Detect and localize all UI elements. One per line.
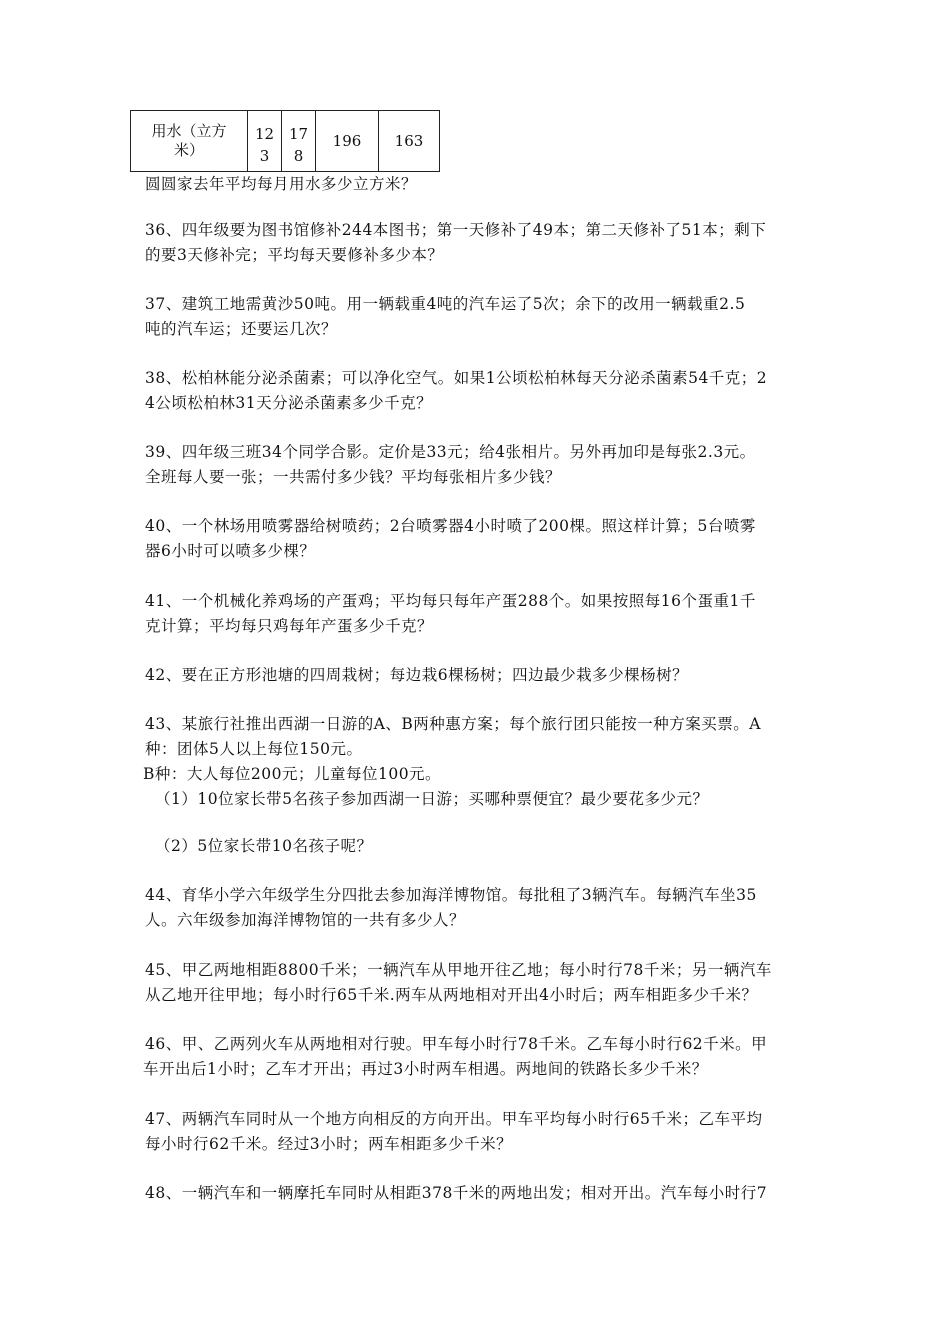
problem-44-line1: 44、育华小学六年级学生分四批去参加海洋博物馆。每批租了3辆汽车。每辆汽车坐35: [145, 886, 757, 904]
cell-text-line1: 17: [288, 125, 309, 143]
table-cell: [282, 111, 316, 172]
problem-44-line2: 人。六年级参加海洋博物馆的一共有多少人？: [145, 911, 466, 929]
problem-40-line2: 器6小时可以喷多少棵？: [145, 542, 316, 560]
problem-39-line1: 39、四年级三班34个同学合影。定价是33元；给4张相片。另外再加印是每张2.3元。: [145, 443, 756, 461]
problem-41-line1: 41、一个机械化养鸡场的产蛋鸡；平均每只每年产蛋288个。如果按照每16个蛋重1千: [145, 592, 756, 610]
problem-36-line2: 的要3天修补完；平均每天要修补多少本？: [145, 246, 444, 264]
problem-46-line1: 46、甲、乙两列火车从两地相对行驶。甲车每小时行78千米。乙车每小时行62千米。甲: [145, 1035, 768, 1053]
water-usage-table: [130, 110, 440, 172]
problem-47-line1: 47、两辆汽车同时从一个地方向相反的方向开出。甲车平均每小时行65千米；乙车平均: [145, 1110, 763, 1128]
cell-text-line2: 3: [259, 147, 270, 165]
table-header-cell: [131, 111, 248, 172]
table-label-line2: 米）: [173, 141, 204, 159]
problem-36-line1: 36、四年级要为图书馆修补244本图书；第一天修补了49本；第二天修补了51本；剩下: [145, 221, 767, 239]
problem-43-line3: B种：大人每位200元；儿童每位100元。: [143, 765, 442, 783]
problem-43-line1: 43、某旅行社推出西湖一日游的A、B两种惠方案；每个旅行团只能按一种方案买票。A: [145, 715, 762, 733]
table-row: [131, 111, 440, 172]
table-label-line1: 用水（立方: [151, 122, 227, 140]
problem-40-line1: 40、一个林场用喷雾器给树喷药；2台喷雾器4小时喷了200棵。照这样计算；5台喷雾: [145, 517, 756, 535]
problem-39-line2: 全班每人要一张；一共需付多少钱？平均每张相片多少钱？: [145, 468, 562, 486]
problem-48-line1: 48、一辆汽车和一辆摩托车同时从相距378千米的两地出发；相对开出。汽车每小时行7: [145, 1184, 768, 1202]
problem-37-line1: 37、建筑工地需黄沙50吨。用一辆载重4吨的汽车运了5次；余下的改用一辆载重2.5: [145, 295, 746, 313]
problem-41-line2: 克计算；平均每只鸡每年产蛋多少千克？: [145, 617, 434, 635]
cell-text-line1: 12: [254, 125, 275, 143]
problem-37-line2: 吨的汽车运；还要运几次？: [145, 320, 338, 338]
table-cell: [248, 111, 282, 172]
problem-43-line2: 种：团体5人以上每位150元。: [145, 740, 363, 758]
text-line: 圆圆家去年平均每月用水多少立方米？: [145, 175, 418, 193]
table-cell: 196: [316, 111, 379, 172]
problem-46-line2: 车开出后1小时；乙车才开出；再过3小时两车相遇。两地间的铁路长多少千米？: [143, 1060, 708, 1078]
problem-45-line2: 从乙地开往甲地；每小时行65千米.两车从两地相对开出4小时后；两车相距多少千米？: [145, 986, 758, 1004]
problem-38-line2: 4公顷松柏林31天分泌杀菌素多少千克？: [145, 394, 433, 412]
table-cell: 163: [379, 111, 440, 172]
problem-45-line1: 45、甲乙两地相距8800千米；一辆汽车从甲地开往乙地；每小时行78千米；另一辆汽车: [145, 961, 772, 979]
cell-text-line2: 8: [293, 147, 304, 165]
problem-47-line2: 每小时行62千米。经过3小时；两车相距多少千米？: [145, 1135, 513, 1153]
problem-43-sub1: （1）10位家长带5名孩子参加西湖一日游；买哪种票便宜？最少要花多少元？: [155, 790, 709, 808]
problem-38-line1: 38、松柏林能分泌杀菌素；可以净化空气。如果1公顷松柏林每天分泌杀菌素54千克；2: [145, 369, 768, 387]
problem-43-sub2: （2）5位家长带10名孩子呢？: [155, 837, 373, 855]
problem-42-line1: 42、要在正方形池塘的四周栽树；每边栽6棵杨树；四边最少栽多少棵杨树？: [145, 666, 689, 684]
